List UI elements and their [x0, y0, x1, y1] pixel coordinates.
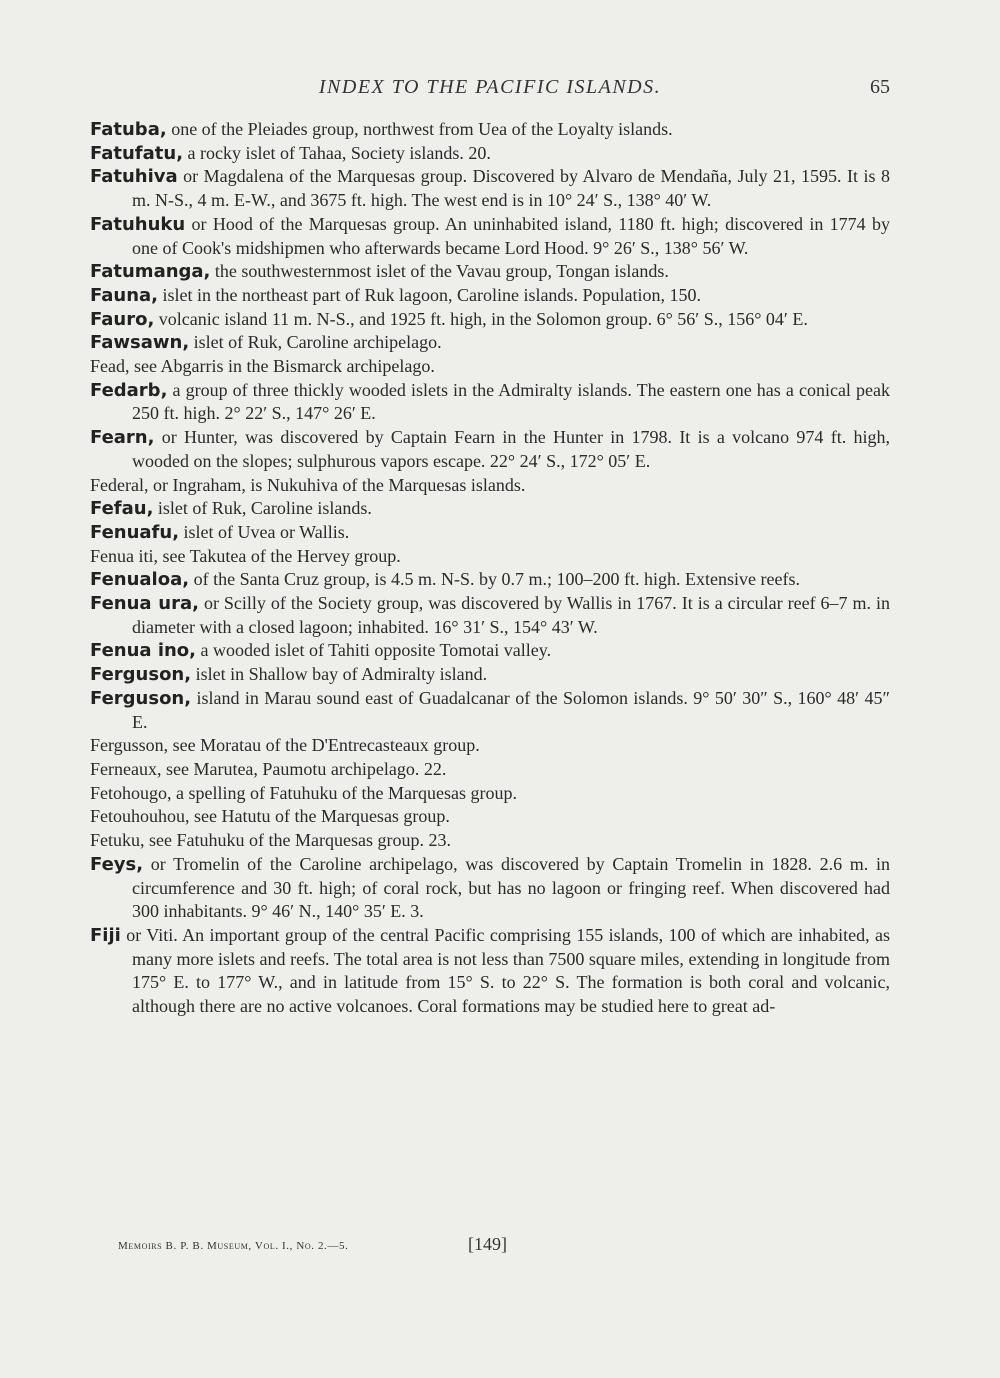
- index-entry: [90, 213, 890, 260]
- entry-text: or Tromelin of the Caroline archipelago, was discovered by Captain Tromelin in 1828. 2.6 m. in circumference and 30 ft. high; of coral rock, but has no lagoon or fringing reef. When discovered had 300 inhabitants. 9° 46′ N., 140° 35′ E. 3.: [132, 853, 890, 922]
- index-entry: [90, 687, 890, 734]
- index-entry: [90, 260, 890, 284]
- entry-text: Ferneaux, see Marutea, Paumotu archipelago. 22.: [90, 758, 447, 779]
- entry-text: Fetouhouhou, see Hatutu of the Marquesas group.: [90, 806, 450, 827]
- entry-text: Fergusson, see Moratau of the D'Entrecasteaux group.: [90, 735, 480, 756]
- index-entry: [90, 924, 890, 1019]
- footer-note: Memoirs B. P. B. Museum, Vol. I., No. 2.—5.: [118, 1240, 349, 1252]
- entry-headword: Fenua ura,: [90, 593, 199, 615]
- entry-headword: Fenualoa,: [90, 569, 190, 591]
- index-entry: [90, 284, 890, 308]
- page-number: 65: [870, 76, 890, 98]
- index-entry: [90, 853, 890, 924]
- entry-headword: Ferguson,: [90, 687, 192, 709]
- index-entry: [90, 118, 890, 142]
- index-entry: [90, 639, 890, 663]
- entry-headword: Fatuhuku: [90, 213, 186, 235]
- index-entry: [90, 497, 890, 521]
- entry-text: volcanic island 11 m. N-S., and 1925 ft. high, in the Solomon group. 6° 56′ S., 156° 04′ E.: [154, 308, 808, 329]
- index-entry: [90, 805, 890, 829]
- index-entry: [90, 663, 890, 687]
- entry-headword: Fatumanga,: [90, 261, 211, 283]
- index-entry: [90, 308, 890, 332]
- entry-text: Fenua iti, see Takutea of the Hervey group.: [90, 545, 401, 566]
- running-title: INDEX TO THE PACIFIC ISLANDS.: [318, 76, 662, 98]
- entry-headword: Fefau,: [90, 498, 154, 520]
- entry-text: or Hood of the Marquesas group. An uninhabited island, 1180 ft. high; discovered in 1774 by one of Cook's midshipmen who afterwards became Lord Hood. 9° 26′ S., 138° 56′ W.: [132, 213, 890, 258]
- entry-headword: Fatuhiva: [90, 166, 178, 188]
- entry-text: islet in the northeast part of Ruk lagoon, Caroline islands. Population, 150.: [158, 284, 701, 305]
- index-entries: [90, 118, 890, 1019]
- signature-mark: [149]: [468, 1234, 507, 1254]
- entry-headword: Fatuba,: [90, 119, 167, 140]
- entry-headword: Fauna,: [90, 284, 159, 306]
- entry-text: or Magdalena of the Marquesas group. Discovered by Alvaro de Mendaña, July 21, 1595. It is 8 m. N-S., 4 m. E-W., and 3675 ft. high. The west end is in 10° 24′ S., 138° 40′ W.: [132, 166, 890, 211]
- index-entry: [90, 331, 890, 355]
- index-entry: [90, 379, 890, 426]
- entry-text: a wooded islet of Tahiti opposite Tomotai valley.: [196, 640, 552, 661]
- entry-text: one of the Pleiades group, northwest from Uea of the Loyalty islands.: [166, 119, 673, 139]
- index-entry: [90, 521, 890, 545]
- entry-text: islet of Ruk, Caroline archipelago.: [189, 332, 442, 353]
- entry-text: island in Marau sound east of Guadalcanar of the Solomon islands. 9° 50′ 30″ S., 160° 48′ 45″ E.: [132, 687, 890, 732]
- entry-headword: Ferguson,: [90, 664, 192, 686]
- index-entry: [90, 426, 890, 473]
- entry-headword: Fawsawn,: [90, 332, 190, 354]
- index-entry: [90, 474, 890, 498]
- index-entry: [90, 545, 890, 569]
- index-entry: [90, 355, 890, 379]
- index-entry: [90, 782, 890, 806]
- entry-headword: Feys,: [90, 853, 144, 875]
- index-entry: [90, 734, 890, 758]
- index-entry: [90, 829, 890, 853]
- entry-text: a group of three thickly wooded islets in the Admiralty islands. The eastern one has a conical peak 250 ft. high. 2° 22′ S., 147° 26′ E.: [132, 379, 890, 424]
- entry-headword: Fauro,: [90, 308, 155, 330]
- index-entry: [90, 568, 890, 592]
- entry-headword: Fedarb,: [90, 379, 168, 401]
- index-entry: [90, 758, 890, 782]
- entry-text: islet of Uvea or Wallis.: [179, 521, 350, 542]
- entry-text: the southwesternmost islet of the Vavau group, Tongan islands.: [210, 261, 669, 282]
- running-head: [90, 76, 890, 106]
- entry-text: islet in Shallow bay of Admiralty island.: [191, 664, 488, 685]
- index-entry: [90, 142, 890, 166]
- page-footer: [118, 1234, 898, 1264]
- entry-headword: Fenuafu,: [90, 521, 180, 543]
- entry-headword: Fiji: [90, 924, 121, 946]
- entry-text: or Viti. An important group of the central Pacific comprising 155 islands, 100 of which are inhabited, as many more islets and reefs. The total area is not less than 7500 square miles, extending in longitude from 175° E. to 177° W., and in latitude from 15° S. to 22° S. The formation is both coral and volcanic, although there are no active volcanoes. Coral formations may be studied here to great ad-: [120, 924, 890, 1017]
- entry-text: a rocky islet of Tahaa, Society islands. 20.: [183, 142, 491, 163]
- entry-text: Federal, or Ingraham, is Nukuhiva of the Marquesas islands.: [90, 474, 526, 495]
- entry-text: of the Santa Cruz group, is 4.5 m. N-S. by 0.7 m.; 100–200 ft. high. Extensive reefs.: [189, 569, 800, 590]
- entry-headword: Fatufatu,: [90, 142, 184, 164]
- entry-text: Fetohougo, a spelling of Fatuhuku of the Marquesas group.: [90, 782, 517, 803]
- entry-headword: Fearn,: [90, 427, 155, 449]
- entry-text: or Hunter, was discovered by Captain Fearn in the Hunter in 1798. It is a volcano 974 ft. high, wooded on the slopes; sulphurous vapors escape. 22° 24′ S., 172° 05′ E.: [132, 427, 890, 471]
- entry-text: islet of Ruk, Caroline islands.: [153, 498, 372, 519]
- entry-headword: Fenua ino,: [90, 640, 197, 662]
- entry-text: or Scilly of the Society group, was discovered by Wallis in 1767. It is a circular reef 6–7 m. in diameter with a closed lagoon; inhabited. 16° 31′ S., 154° 43′ W.: [132, 593, 890, 637]
- index-entry: [90, 592, 890, 639]
- entry-text: Fetuku, see Fatuhuku of the Marquesas group. 23.: [90, 830, 451, 851]
- entry-text: Fead, see Abgarris in the Bismarck archipelago.: [90, 356, 435, 377]
- index-entry: [90, 165, 890, 212]
